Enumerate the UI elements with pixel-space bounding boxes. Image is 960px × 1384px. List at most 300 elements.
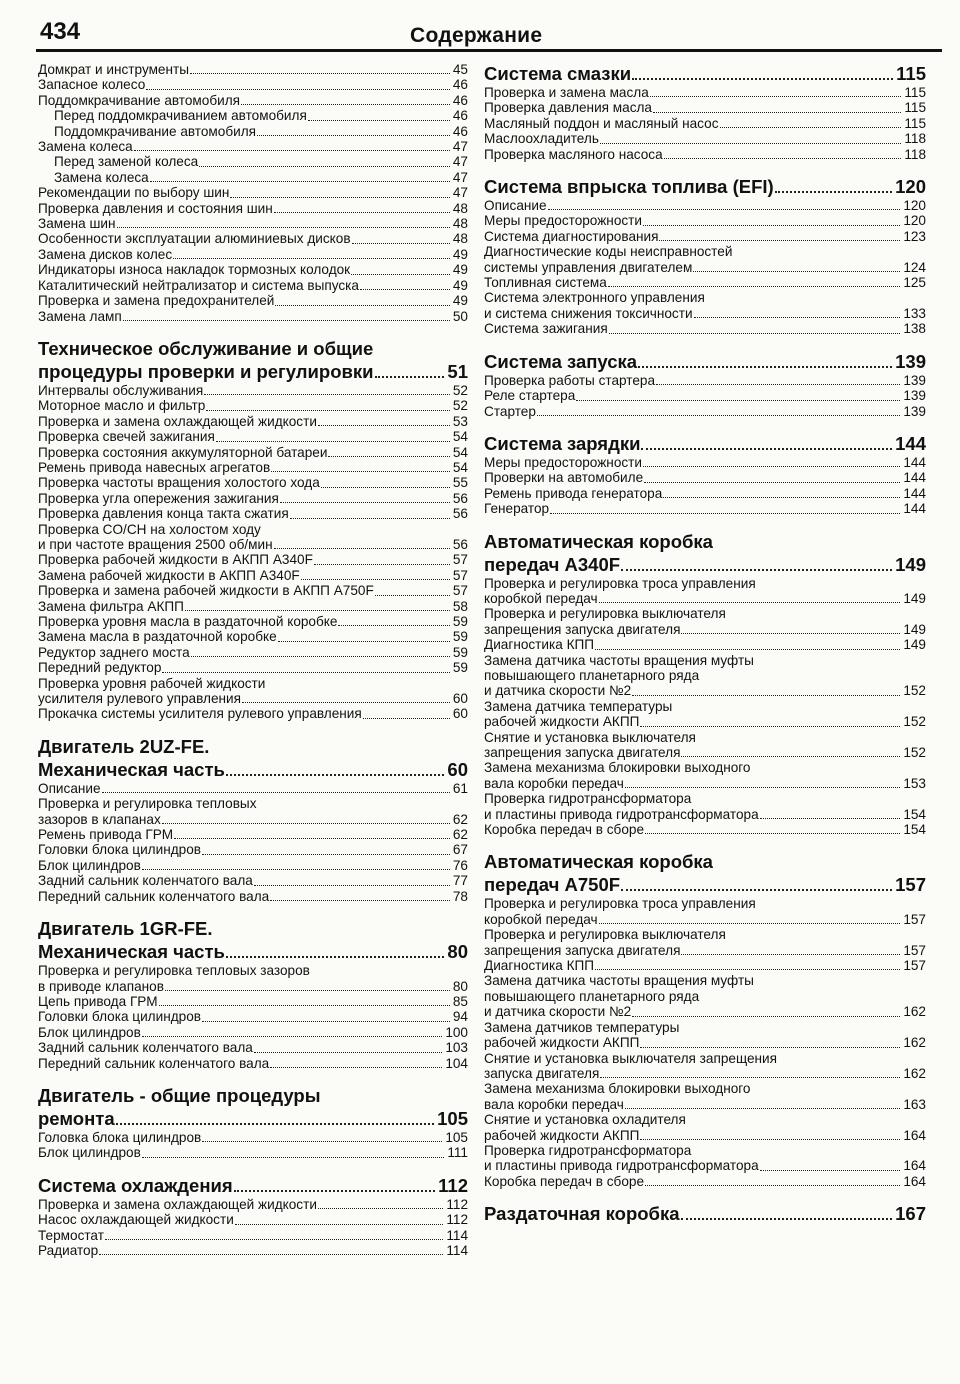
entry-page-number: 62 (452, 811, 468, 827)
toc-entry (38, 614, 468, 629)
entry-text: системы управления двигателем (484, 259, 693, 275)
entry-page-number: 76 (452, 857, 468, 873)
dot-leader (117, 227, 450, 228)
toc-entry (484, 958, 926, 973)
toc-entry (484, 1158, 926, 1173)
toc-entry (38, 1212, 468, 1227)
entry-page-number: 112 (446, 1212, 468, 1228)
dot-leader (204, 394, 450, 395)
entry-line: повышающего планетарного ряда (484, 988, 700, 1004)
entry-page-number: 49 (452, 262, 468, 278)
dot-leader (640, 1139, 900, 1140)
toc-entry (38, 1056, 468, 1071)
dot-leader (650, 96, 902, 97)
entry-text: и пластины привода гидротрансформатора (484, 806, 759, 822)
entry-line: Проверка и регулировка выключателя (484, 927, 726, 943)
section-heading (38, 758, 468, 781)
toc-section (38, 337, 468, 722)
toc-entry (484, 85, 926, 100)
toc-entry (38, 216, 468, 231)
entry-page-number: 115 (904, 115, 926, 131)
entry-page-number: 105 (445, 1129, 468, 1145)
toc-entry (484, 1097, 926, 1112)
entry-text: Проверка давления конца такта сжатия (38, 506, 289, 522)
entry-text: Проверка рабочей жидкости в АКПП А340F (38, 552, 313, 568)
dot-leader (664, 158, 902, 159)
entry-page-number: 149 (903, 621, 926, 637)
entry-page-number: 47 (452, 139, 468, 155)
toc-entry (484, 912, 926, 927)
entry-page-number: 139 (903, 403, 926, 419)
entry-page-number: 123 (903, 228, 926, 244)
entry-text: запрещения запуска двигателя (484, 745, 681, 760)
dot-leader (595, 649, 900, 650)
entry-text: Перед поддомкрачиванием автомобиля (54, 108, 307, 124)
entry-line: Проверка и регулировка троса управления (484, 575, 756, 591)
entry-text: Блок цилиндров (38, 1145, 141, 1161)
toc-entry (484, 373, 926, 388)
entry-page-number: 46 (452, 108, 468, 124)
entry-text: Замена ламп (38, 308, 122, 324)
entry-page-number: 164 (903, 1173, 926, 1189)
entry-text: Проверки на автомобиле (484, 470, 644, 486)
toc-entry (484, 116, 926, 131)
dot-leader (142, 1036, 442, 1037)
entry-page-number: 47 (452, 154, 468, 170)
dot-leader (550, 513, 900, 514)
entry-text: Проверка состояния аккумуляторной батареи (38, 444, 328, 460)
entry-text: Головки блока цилиндров (38, 842, 201, 858)
entry-text: Термостат (38, 1227, 104, 1243)
toc-entry (38, 827, 468, 842)
toc-entry (38, 93, 468, 108)
toc-entry (484, 321, 926, 336)
toc-entry (38, 170, 468, 185)
entry-page-number: 115 (904, 85, 926, 100)
entry-text: Диагностика КПП (484, 637, 595, 653)
entry-page-number: 54 (452, 444, 468, 460)
entry-page-number: 46 (452, 77, 468, 93)
entry-line: Замена механизма блокировки выходного (484, 1081, 751, 1097)
entry-page-number: 154 (903, 822, 926, 838)
toc-entry (38, 1009, 468, 1024)
entry-text: Поддомкрачивание автомобиля (54, 123, 257, 139)
entry-page-number: 124 (903, 259, 926, 275)
entry-text: Замена дисков колес (38, 246, 173, 262)
entry-page-number: 157 (903, 958, 926, 974)
dot-leader (206, 410, 450, 411)
toc-section (484, 350, 926, 419)
entry-page-number: 67 (452, 842, 468, 858)
section-heading-text: Раздаточная коробка (484, 1203, 680, 1225)
dot-leader (234, 1190, 435, 1192)
entry-text: Меры предосторожности (484, 213, 642, 229)
toc-entry (38, 1025, 468, 1040)
toc-entry (484, 260, 926, 275)
toc-section (484, 850, 926, 1189)
toc-section (484, 432, 926, 517)
dot-leader (257, 135, 450, 136)
entry-text: Каталитический нейтрализатор и система выпуска (38, 277, 359, 293)
toc-entry (484, 683, 926, 698)
entry-text: рабочей жидкости АКПП (484, 1127, 640, 1143)
entry-page-number: 50 (452, 308, 468, 324)
toc-entry (38, 994, 468, 1009)
toc-entry (38, 293, 468, 308)
entry-page-number: 85 (452, 993, 468, 1009)
section-page-number: 80 (447, 941, 468, 963)
entry-page-number: 152 (903, 745, 926, 760)
section-page-number: 115 (896, 63, 926, 84)
entry-text: Прокачка системы усилителя рулевого управления (38, 706, 362, 722)
entry-page-number: 138 (903, 321, 926, 337)
entry-text: Диагностика КПП (484, 958, 595, 974)
entry-text: Ремень привода ГРМ (38, 827, 174, 843)
entry-page-number: 164 (903, 1158, 926, 1174)
entry-page-number: 46 (452, 92, 468, 108)
toc-entry (38, 812, 468, 827)
entry-text: усилителя рулевого управления (38, 691, 241, 707)
section-heading-line: Автоматическая коробка (484, 851, 713, 873)
section-page-number: 149 (895, 553, 926, 575)
entry-page-number: 62 (452, 827, 468, 843)
entry-line: Проверка и регулировка троса управления (484, 896, 756, 912)
dot-leader (202, 854, 450, 855)
entry-text: Индикаторы износа накладок тормозных колодок (38, 262, 351, 278)
dot-leader (576, 400, 900, 401)
entry-text: Замена фильтра АКПП (38, 598, 184, 614)
entry-text: Проверка и замена предохранителей (38, 293, 275, 309)
dot-leader (105, 1239, 443, 1240)
toc-entry (38, 1130, 468, 1145)
section-heading (38, 1107, 468, 1130)
toc-entry (38, 537, 468, 552)
toc-entry (484, 822, 926, 837)
section-heading-text: передач А750F (484, 874, 621, 896)
dot-leader (720, 127, 902, 128)
toc-section (38, 1174, 468, 1259)
entry-page-number: 114 (446, 1227, 468, 1243)
section-heading-line: Техническое обслуживание и общие (38, 337, 374, 359)
toc-entry (484, 1066, 926, 1081)
dot-leader (775, 191, 892, 193)
entry-page-number: 164 (903, 1127, 926, 1143)
toc-entry (38, 262, 468, 277)
toc-right-column (484, 62, 926, 1238)
entry-text: Стартер (484, 403, 536, 419)
dot-leader (363, 718, 450, 719)
toc-entry (38, 460, 468, 475)
entry-text: Передний сальник коленчатого вала (38, 888, 270, 904)
toc-entry (38, 139, 468, 154)
entry-page-number: 157 (903, 911, 926, 927)
entry-page-number: 144 (903, 501, 926, 517)
dot-leader (226, 774, 445, 776)
entry-page-number: 162 (903, 1004, 926, 1020)
entry-page-number: 162 (903, 1035, 926, 1051)
entry-page-number: 114 (446, 1242, 468, 1258)
section-heading (38, 940, 468, 963)
section-page-number: 167 (895, 1203, 926, 1225)
entry-page-number: 149 (903, 637, 926, 653)
entry-text: и датчика скорости №2 (484, 683, 632, 699)
toc-entry (484, 1035, 926, 1050)
entry-page-number: 52 (452, 382, 468, 398)
toc-entry (38, 552, 468, 567)
entry-page-number: 56 (452, 536, 468, 552)
entry-line: Замена датчика температуры (484, 698, 673, 714)
dot-leader (226, 956, 445, 958)
entry-page-number: 54 (452, 429, 468, 445)
dot-leader (645, 833, 900, 834)
section-heading (38, 1174, 468, 1197)
entry-page-number: 59 (452, 614, 468, 629)
entry-text: Коробка передач в сборе (484, 822, 645, 838)
entry-line: повышающего планетарного ряда (484, 667, 700, 683)
entry-page-number: 48 (452, 231, 468, 247)
toc-entry (484, 486, 926, 501)
dot-leader (241, 104, 450, 105)
section-heading-text: Система впрыска топлива (EFI) (484, 176, 774, 198)
section-page-number: 60 (447, 758, 468, 780)
dot-leader (375, 376, 445, 378)
dot-leader (230, 197, 450, 198)
dot-leader (216, 441, 450, 442)
toc-entry (484, 131, 926, 146)
entry-text: Проверка свечей зажигания (38, 429, 215, 445)
dot-leader (625, 787, 901, 788)
entry-text: Маслоохладитель (484, 131, 599, 147)
toc-entry (38, 108, 468, 123)
entry-text: в приводе клапанов (38, 978, 164, 994)
toc-left-column (38, 62, 468, 1271)
entry-page-number: 104 (445, 1055, 468, 1071)
entry-text: Рекомендации по выбору шин (38, 185, 230, 201)
toc-entry (38, 383, 468, 398)
dot-leader (274, 548, 450, 549)
page-number: 434 (40, 18, 81, 45)
toc-entry (38, 185, 468, 200)
section-page-number: 112 (438, 1174, 468, 1196)
toc-entry (38, 889, 468, 904)
entry-text: Проверка и замена масла (484, 85, 649, 100)
section-heading-text: передач А340F (484, 553, 621, 575)
toc-section (38, 735, 468, 904)
toc-entry (38, 429, 468, 444)
entry-text: Замена рабочей жидкости в АКПП А340F (38, 567, 300, 583)
dot-leader (134, 150, 450, 151)
entry-text: Ремень привода навесных агрегатов (38, 459, 271, 475)
dot-leader (174, 838, 450, 839)
section-heading (484, 175, 926, 198)
entry-text: Блок цилиндров (38, 857, 141, 873)
toc-entry (484, 213, 926, 228)
dot-leader (640, 726, 900, 727)
entry-text: запрещения запуска двигателя (484, 621, 681, 637)
entry-line: Замена датчика частоты вращения муфты (484, 973, 754, 989)
entry-text: Замена шин (38, 216, 116, 232)
entry-line: Проверка и регулировка тепловых зазоров (38, 963, 310, 979)
toc-entry (38, 979, 468, 994)
toc-entry (38, 599, 468, 614)
entry-text: и система снижения токсичности (484, 305, 693, 321)
entry-page-number: 59 (452, 660, 468, 676)
toc-entry (38, 491, 468, 506)
entry-page-number: 144 (903, 470, 926, 486)
entry-text: Задний сальник коленчатого вала (38, 873, 253, 889)
entry-line: Проверка и регулировка выключателя (484, 606, 726, 622)
toc-entry (38, 445, 468, 460)
entry-text: зазоров в клапанах (38, 811, 161, 827)
section-heading (484, 432, 926, 455)
entry-page-number: 56 (452, 490, 468, 506)
entry-text: Проверка и замена охлаждающей жидкости (38, 1196, 317, 1212)
section-heading-text: ремонта (38, 1107, 115, 1129)
toc-entry (484, 501, 926, 516)
entry-text: Особенности эксплуатации алюминиевых дисков (38, 231, 351, 247)
entry-page-number: 77 (452, 873, 468, 889)
entry-page-number: 163 (903, 1096, 926, 1112)
entry-text: Проверка давления масла (484, 100, 652, 116)
entry-page-number: 153 (903, 775, 926, 791)
entry-line: Диагностические коды неисправностей (484, 244, 733, 260)
entry-page-number: 57 (452, 567, 468, 583)
entry-page-number: 46 (452, 123, 468, 139)
dot-leader (643, 225, 900, 226)
toc-entry (484, 455, 926, 470)
entry-page-number: 61 (452, 780, 468, 796)
entry-text: Замена колеса (38, 139, 133, 155)
entry-text: Проверка и замена рабочей жидкости в АКПП А750F (38, 583, 374, 599)
section-page-number: 139 (895, 350, 926, 372)
entry-text: Проверка работы стартера (484, 372, 656, 388)
section-heading (484, 873, 926, 896)
entry-page-number: 149 (903, 590, 926, 606)
toc-entry (38, 1145, 468, 1160)
section-heading (484, 62, 926, 85)
entry-text: вала коробки передач (484, 775, 624, 791)
entry-text: и при частоте вращения 2500 об/мин (38, 536, 273, 552)
toc-entry (484, 306, 926, 321)
entry-page-number: 152 (903, 683, 926, 699)
dot-leader (308, 120, 450, 121)
toc-entry (38, 858, 468, 873)
toc-entry (38, 1197, 468, 1212)
toc-entry (38, 842, 468, 857)
entry-text: Головка блока цилиндров (38, 1129, 202, 1145)
header-rule (36, 49, 942, 52)
dot-leader (254, 885, 450, 886)
toc-entry (38, 77, 468, 92)
dot-leader (290, 518, 450, 519)
toc-entry (38, 568, 468, 583)
dot-leader (360, 289, 450, 290)
dot-leader (274, 212, 450, 213)
toc-entry (38, 660, 468, 675)
entry-page-number: 118 (904, 131, 926, 147)
toc-entry (484, 1004, 926, 1019)
entry-page-number: 120 (903, 213, 926, 229)
entry-text: Система диагностирования (484, 228, 659, 244)
toc-entry (484, 943, 926, 958)
toc-entry (38, 691, 468, 706)
dot-leader (645, 1185, 900, 1186)
entry-text: Передний сальник коленчатого вала (38, 1055, 270, 1071)
toc-section (38, 62, 468, 324)
dot-leader (644, 482, 900, 483)
entry-text: Масляный поддон и масляный насос (484, 115, 719, 131)
entry-page-number: 125 (903, 275, 926, 291)
toc-entry (484, 147, 926, 162)
toc-entry (484, 591, 926, 606)
entry-page-number: 57 (452, 583, 468, 599)
entry-line: Снятие и установка выключателя запрещения (484, 1050, 778, 1066)
section-heading-text: Система смазки (484, 63, 632, 84)
entry-page-number: 60 (452, 706, 468, 722)
entry-line: Система электронного управления (484, 290, 705, 306)
toc-entry (38, 398, 468, 413)
dot-leader (548, 209, 901, 210)
entry-page-number: 60 (452, 691, 468, 707)
toc-entry (484, 198, 926, 213)
dot-leader (656, 384, 900, 385)
entry-text: Проверка масляного насоса (484, 146, 663, 162)
entry-text: Описание (484, 198, 547, 214)
entry-text: Коробка передач в сборе (484, 1173, 645, 1189)
toc-section (484, 1202, 926, 1225)
toc-entry (484, 275, 926, 290)
section-heading-text: Система охлаждения (38, 1174, 233, 1196)
section-heading (38, 360, 468, 383)
dot-leader (242, 702, 450, 703)
entry-text: Система зажигания (484, 321, 608, 337)
dot-leader (116, 1123, 435, 1125)
dot-leader (625, 1108, 901, 1109)
entry-page-number: 48 (452, 200, 468, 216)
entry-text: вала коробки передач (484, 1096, 624, 1112)
entry-text: Описание (38, 780, 101, 796)
dot-leader (202, 1021, 450, 1022)
entry-text: Моторное масло и фильтр (38, 398, 206, 414)
toc-entry (38, 475, 468, 490)
entry-page-number: 94 (452, 1009, 468, 1025)
dot-leader (659, 240, 900, 241)
entry-text: Запасное колесо (38, 77, 146, 93)
dot-leader (681, 954, 900, 955)
entry-line: Замена механизма блокировки выходного (484, 760, 751, 776)
dot-leader (338, 625, 449, 626)
toc-entry (484, 1174, 926, 1189)
entry-text: и датчика скорости №2 (484, 1004, 632, 1020)
toc-entry (484, 388, 926, 403)
entry-text: запрещения запуска двигателя (484, 942, 681, 958)
entry-text: Проверка частоты вращения холостого хода (38, 475, 320, 491)
dot-leader (318, 1208, 443, 1209)
entry-line: Замена датчиков температуры (484, 1019, 680, 1035)
dot-leader (609, 333, 901, 334)
entry-page-number: 45 (452, 62, 468, 77)
dot-leader (191, 656, 450, 657)
entry-text: запуска двигателя (484, 1065, 600, 1081)
entry-page-number: 144 (903, 454, 926, 470)
toc-entry (484, 1128, 926, 1143)
section-page-number: 157 (895, 874, 926, 896)
toc-entry (484, 404, 926, 419)
entry-text: Насос охлаждающей жидкости (38, 1212, 234, 1228)
entry-text: Замена масла в раздаточной коробке (38, 629, 277, 645)
page-title: Содержание (410, 24, 543, 47)
dot-leader (142, 869, 450, 870)
